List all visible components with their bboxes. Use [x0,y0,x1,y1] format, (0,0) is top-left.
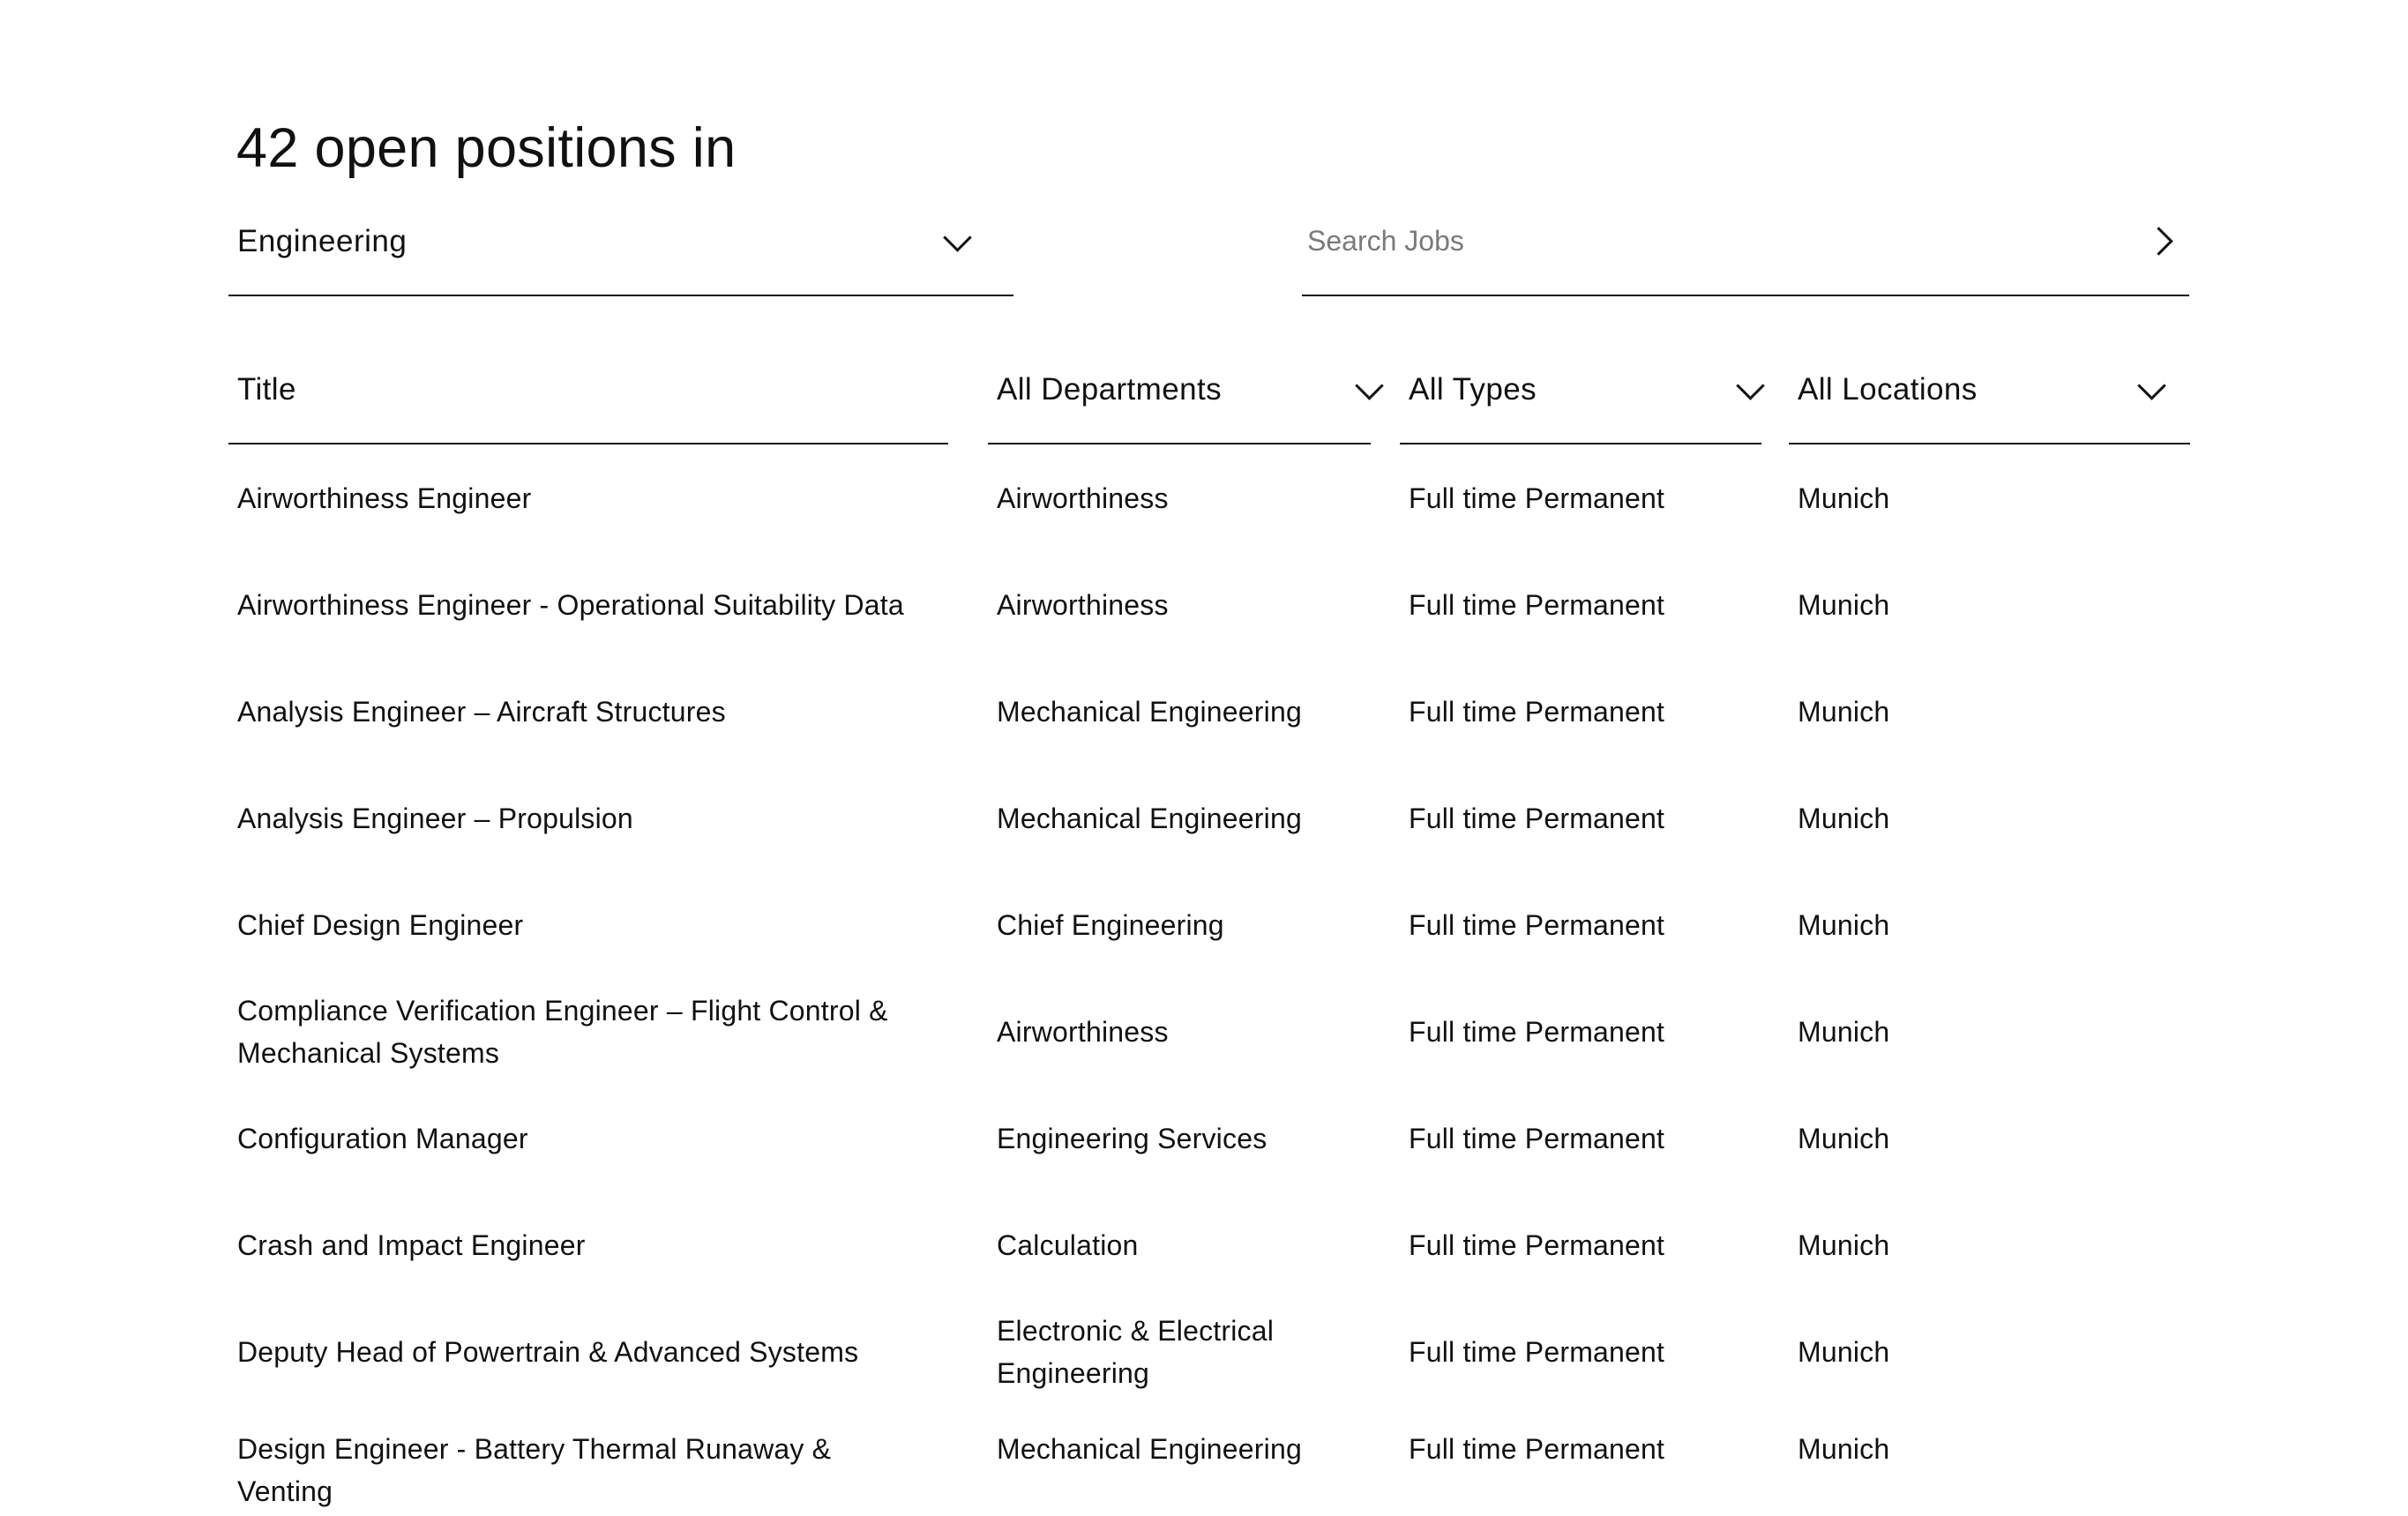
job-department: Electronic & Electrical Engineering [997,1314,1275,1389]
job-title: Design Engineer - Battery Thermal Runaway & Venting [237,1433,832,1507]
title-header-label: Title [237,372,296,407]
job-row[interactable] [0,1298,2408,1405]
types-filter-dropdown[interactable] [1400,360,1761,444]
job-location: Munich [1798,1335,1890,1368]
job-title: Deputy Head of Powertrain & Advanced Systems [237,1335,859,1368]
departments-filter-dropdown[interactable] [988,360,1371,444]
job-title: Chief Design Engineer [237,908,524,941]
departments-filter-label: All Departments [997,372,1222,407]
page-title: 42 open positions in [236,117,737,179]
job-location: Munich [1798,1433,1890,1465]
job-title: Airworthiness Engineer - Operational Suitability Data [237,588,904,621]
job-department: Airworthiness [997,1015,1169,1048]
locations-filter-label: All Locations [1798,372,1978,407]
search-submit-button[interactable] [2140,220,2184,265]
category-selected-label: Engineering [237,224,408,258]
job-type: Full time Permanent [1409,908,1665,941]
job-row[interactable] [0,551,2408,658]
job-row[interactable] [0,1085,2408,1191]
types-filter-label: All Types [1409,372,1537,407]
job-location: Munich [1798,1228,1890,1261]
job-row[interactable] [0,444,2408,551]
chevron-down-icon [1355,371,1384,400]
job-department: Mechanical Engineering [997,695,1302,728]
job-type: Full time Permanent [1409,1433,1665,1465]
search-bar [1302,210,2189,296]
job-row[interactable] [0,871,2408,978]
job-type: Full time Permanent [1409,1228,1665,1261]
search-input[interactable] [1307,219,2101,263]
job-department: Chief Engineering [997,908,1224,941]
job-type: Full time Permanent [1409,1335,1665,1368]
job-department: Mechanical Engineering [997,1433,1302,1465]
job-type: Full time Permanent [1409,1122,1665,1154]
job-title: Crash and Impact Engineer [237,1228,586,1261]
category-dropdown[interactable] [228,210,1013,296]
job-type: Full time Permanent [1409,802,1665,834]
job-department: Airworthiness [997,482,1169,514]
job-title: Analysis Engineer – Propulsion [237,802,633,834]
chevron-right-icon [2144,227,2173,256]
job-type: Full time Permanent [1409,695,1665,728]
job-location: Munich [1798,695,1890,728]
job-title: Compliance Verification Engineer – Flight Control & Mechanical Systems [237,994,888,1069]
job-department: Calculation [997,1228,1139,1261]
job-location: Munich [1798,802,1890,834]
job-row[interactable] [0,1405,2408,1512]
job-location: Munich [1798,482,1890,514]
chevron-down-icon [1736,371,1765,400]
job-department: Airworthiness [997,588,1169,621]
job-title: Configuration Manager [237,1122,528,1154]
chevron-down-icon [2137,371,2166,400]
locations-filter-dropdown[interactable] [1789,360,2190,444]
job-row[interactable] [0,978,2408,1085]
job-row[interactable] [0,765,2408,871]
chevron-down-icon [943,223,972,252]
job-type: Full time Permanent [1409,588,1665,621]
job-type: Full time Permanent [1409,482,1665,514]
job-department: Engineering Services [997,1122,1268,1154]
title-column-header [228,360,948,444]
job-location: Munich [1798,1122,1890,1154]
job-location: Munich [1798,588,1890,621]
job-department: Mechanical Engineering [997,802,1302,834]
job-row[interactable] [0,658,2408,765]
job-row[interactable] [0,1191,2408,1298]
job-location: Munich [1798,908,1890,941]
job-title: Airworthiness Engineer [237,482,532,514]
job-location: Munich [1798,1015,1890,1048]
job-type: Full time Permanent [1409,1015,1665,1048]
job-title: Analysis Engineer – Aircraft Structures [237,695,726,728]
